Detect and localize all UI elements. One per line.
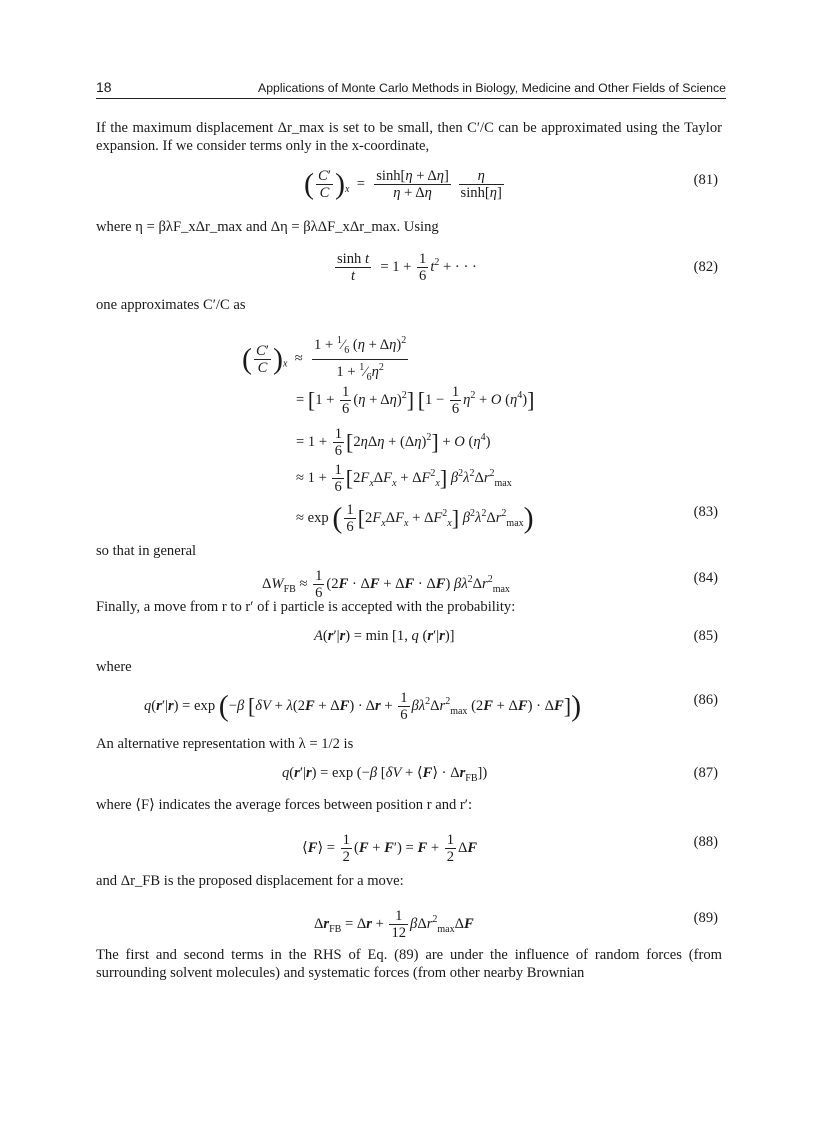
- equation-number: (89): [693, 910, 718, 926]
- equation-83-line-4: ≈ 1 + $\frac{1}{6}$ $[2F_x\Delta F_x + \Delta F^2_x]$ $\beta^2\lambda^2\Delta r^2_{max}$: [296, 462, 512, 495]
- paragraph-2: where η = βλF_xΔr_max and Δη = βλΔF_xΔr_max. Using: [96, 219, 439, 235]
- running-title: Applications of Monte Carlo Methods in Biology, Medicine and Other Fields of Science: [258, 81, 726, 95]
- equation-number: (82): [693, 259, 718, 275]
- paragraph-3: one approximates C′/C as: [96, 297, 246, 313]
- equation-number: (86): [693, 692, 718, 708]
- equation-86: q(r′|r) = exp (−β [δV + λ(2F + ΔF) · Δr + $\frac{1}{6}$ $\beta\lambda^2\Delta r^2_{max}$ (2F + ΔF) · ΔF]) (86): [144, 689, 718, 723]
- paragraph-1: If the maximum displacement Δr_max is set to be small, then C′/C can be approximated using the Taylor expansion. If we consider terms only in the x-coordinate,: [96, 120, 722, 154]
- equation-number: (87): [693, 765, 718, 781]
- equation-84: $\Delta W_{FB}$ ≈ $\frac{1}{6}$ (2F · ΔF + ΔF · ΔF) $\beta\lambda^2\Delta r^2_{max}$ (84): [262, 568, 718, 601]
- running-header: [96, 78, 726, 99]
- equation-83-line-1: ( $\frac{C'}{C}$ )$_x$ ≈ $\frac{1 + ^1⁄_6 (\eta + \Delta\eta)^2}{1 + ^1⁄_6\eta^2}$: [242, 335, 407, 383]
- equation-87: q(r′|r) = exp (−β [δV + ⟨F⟩ · $\Delta r_{FB}$]) (87): [282, 765, 718, 784]
- paragraph-8: where ⟨F⟩ indicates the average forces between position r and r′:: [96, 797, 473, 813]
- equation-83-line-3: = 1 + $\frac{1}{6}$ $[2\eta\Delta\eta + (\Delta\eta)^2] + O$ $(\eta^4)$: [296, 426, 491, 459]
- paragraph-7: An alternative representation with λ = 1/2 is: [96, 736, 354, 752]
- paragraph-10: The first and second terms in the RHS of Eq. (89) are under the influence of random forces (from surrounding solvent molecules) and systematic forces (from other nearby Brownian: [96, 947, 722, 981]
- paragraph-5: Finally, a move from r to r′ of i particle is accepted with the probability:: [96, 599, 516, 615]
- equation-85: A(r′|r) = min [1, q (r′|r)] (85): [314, 628, 718, 644]
- equation-82: $\frac{\text{sinh t}}{t}$ = 1 + $\frac{1}{6}$ $t^2$ + · · · (82): [337, 251, 718, 284]
- equation-83-line-2: = [1 + $\frac{1}{6}$ $(\eta + \Delta\eta)^2$] [1 − $\frac{1}{6}$ $\eta^2 + O$ $(\eta^4)$]: [296, 384, 535, 417]
- paragraph-9: and Δr_FB is the proposed displacement for a move:: [96, 873, 404, 889]
- page-number: 18: [96, 79, 112, 95]
- equation-number: (83): [693, 504, 718, 520]
- equation-number: (88): [693, 834, 718, 850]
- equation-number: (81): [693, 172, 718, 188]
- equation-number: (85): [693, 628, 718, 644]
- equation-89: $\Delta r_{FB} = \Delta r$ + $\frac{1}{12}$ βΔr$^2_{max}$ΔF (89): [314, 908, 718, 941]
- equation-number: (84): [693, 570, 718, 586]
- paragraph-6: where: [96, 659, 132, 675]
- equation-88: ⟨F⟩ = $\frac{1}{2}$ (F + F′) = F + $\frac{1}{2}$ ΔF (88): [302, 832, 718, 865]
- equation-81: ( $\frac{C'}{C}$ )$_x$ = $\frac{\sinh[\eta + \Delta\eta]}{\eta + \Delta\eta}$ $\frac{\eta}{\sinh[\eta]}$ (81): [304, 167, 718, 201]
- equation-83-line-5: ≈ exp ( $\frac{1}{6}$ $[2F_x\Delta F_x + \Delta F^2_x]$ $\beta^2\lambda^2\Delta r^2_{max}$) (83): [296, 501, 718, 535]
- paragraph-4: so that in general: [96, 543, 197, 559]
